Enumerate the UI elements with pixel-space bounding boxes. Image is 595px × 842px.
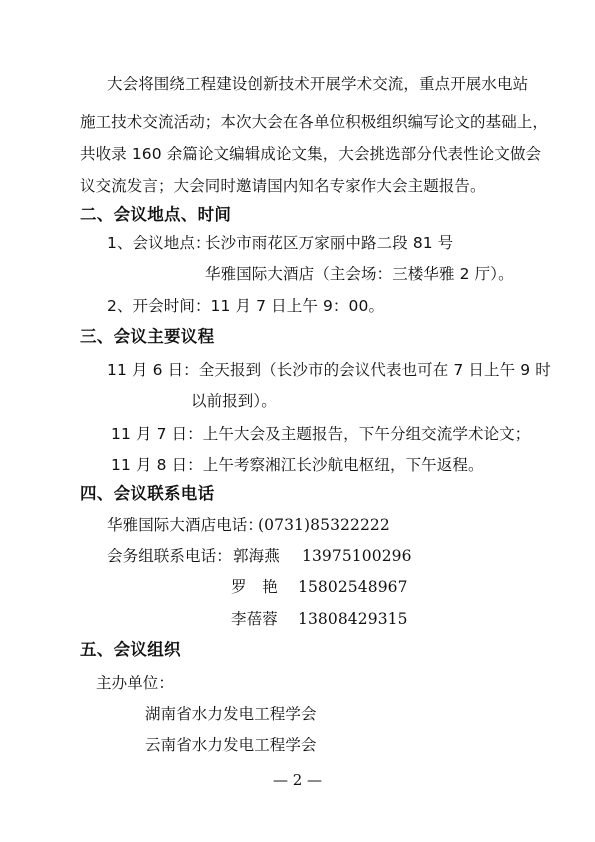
host-label: 主办单位： bbox=[96, 674, 175, 692]
intro-line-4: 议交流发言；大会同时邀请国内知名专家作大会主题报告。 bbox=[80, 177, 486, 195]
page-number: — 2 — bbox=[272, 771, 323, 789]
venue-address-line-2: 华雅国际大酒店（主会场：三楼华雅 2 厅）。 bbox=[205, 265, 514, 283]
contact-phone-3: 13808429315 bbox=[298, 610, 408, 628]
agenda-day-7: 11 月 7 日：上午大会及主题报告，下午分组交流学术论文； bbox=[111, 425, 531, 443]
hotel-phone-number: (0731)85322222 bbox=[258, 516, 390, 534]
section-heading-contacts: 四、会议联系电话 bbox=[80, 484, 215, 503]
intro-line-3: 共收录 160 余篇论文编辑成论文集，大会挑选部分代表性论文做会 bbox=[80, 145, 542, 163]
group-phone-label: 会务组联系电话： bbox=[107, 547, 232, 565]
contact-phone-2: 15802548967 bbox=[298, 578, 408, 596]
intro-line-2: 施工技术交流活动；本次大会在各单位积极组织编写论文的基础上， bbox=[80, 113, 549, 131]
agenda-day-6-line-2: 以前报到）。 bbox=[191, 392, 277, 410]
contact-name-2: 罗 艳 bbox=[231, 578, 278, 596]
section-heading-agenda: 三、会议主要议程 bbox=[80, 327, 215, 346]
venue-address-line-1: 长沙市雨花区万家丽中路二段 81 号 bbox=[205, 234, 454, 252]
section-heading-location-time: 二、会议地点、时间 bbox=[80, 205, 232, 224]
contact-name-1: 郭海燕 bbox=[233, 547, 280, 565]
agenda-day-8: 11 月 8 日：上午考察湘江长沙航电枢纽，下午返程。 bbox=[111, 456, 484, 474]
section-heading-organization: 五、会议组织 bbox=[80, 640, 181, 659]
venue-label: 1、会议地点： bbox=[107, 234, 211, 252]
agenda-day-6-line-1: 11 月 6 日：全天报到（长沙市的会议代表也可在 7 日上午 9 时 bbox=[107, 361, 551, 379]
host-organization-1: 湖南省水力发电工程学会 bbox=[145, 705, 317, 723]
contact-phone-1: 13975100296 bbox=[302, 547, 412, 565]
meeting-time: 2、开会时间：11 月 7 日上午 9：00。 bbox=[107, 297, 385, 315]
host-organization-2: 云南省水力发电工程学会 bbox=[145, 736, 317, 754]
contact-name-3: 李蓓蓉 bbox=[231, 610, 278, 628]
hotel-phone-label: 华雅国际大酒店电话： bbox=[107, 516, 264, 534]
intro-line-1: 大会将围绕工程建设创新技术开展学术交流，重点开展水电站 bbox=[107, 75, 529, 93]
